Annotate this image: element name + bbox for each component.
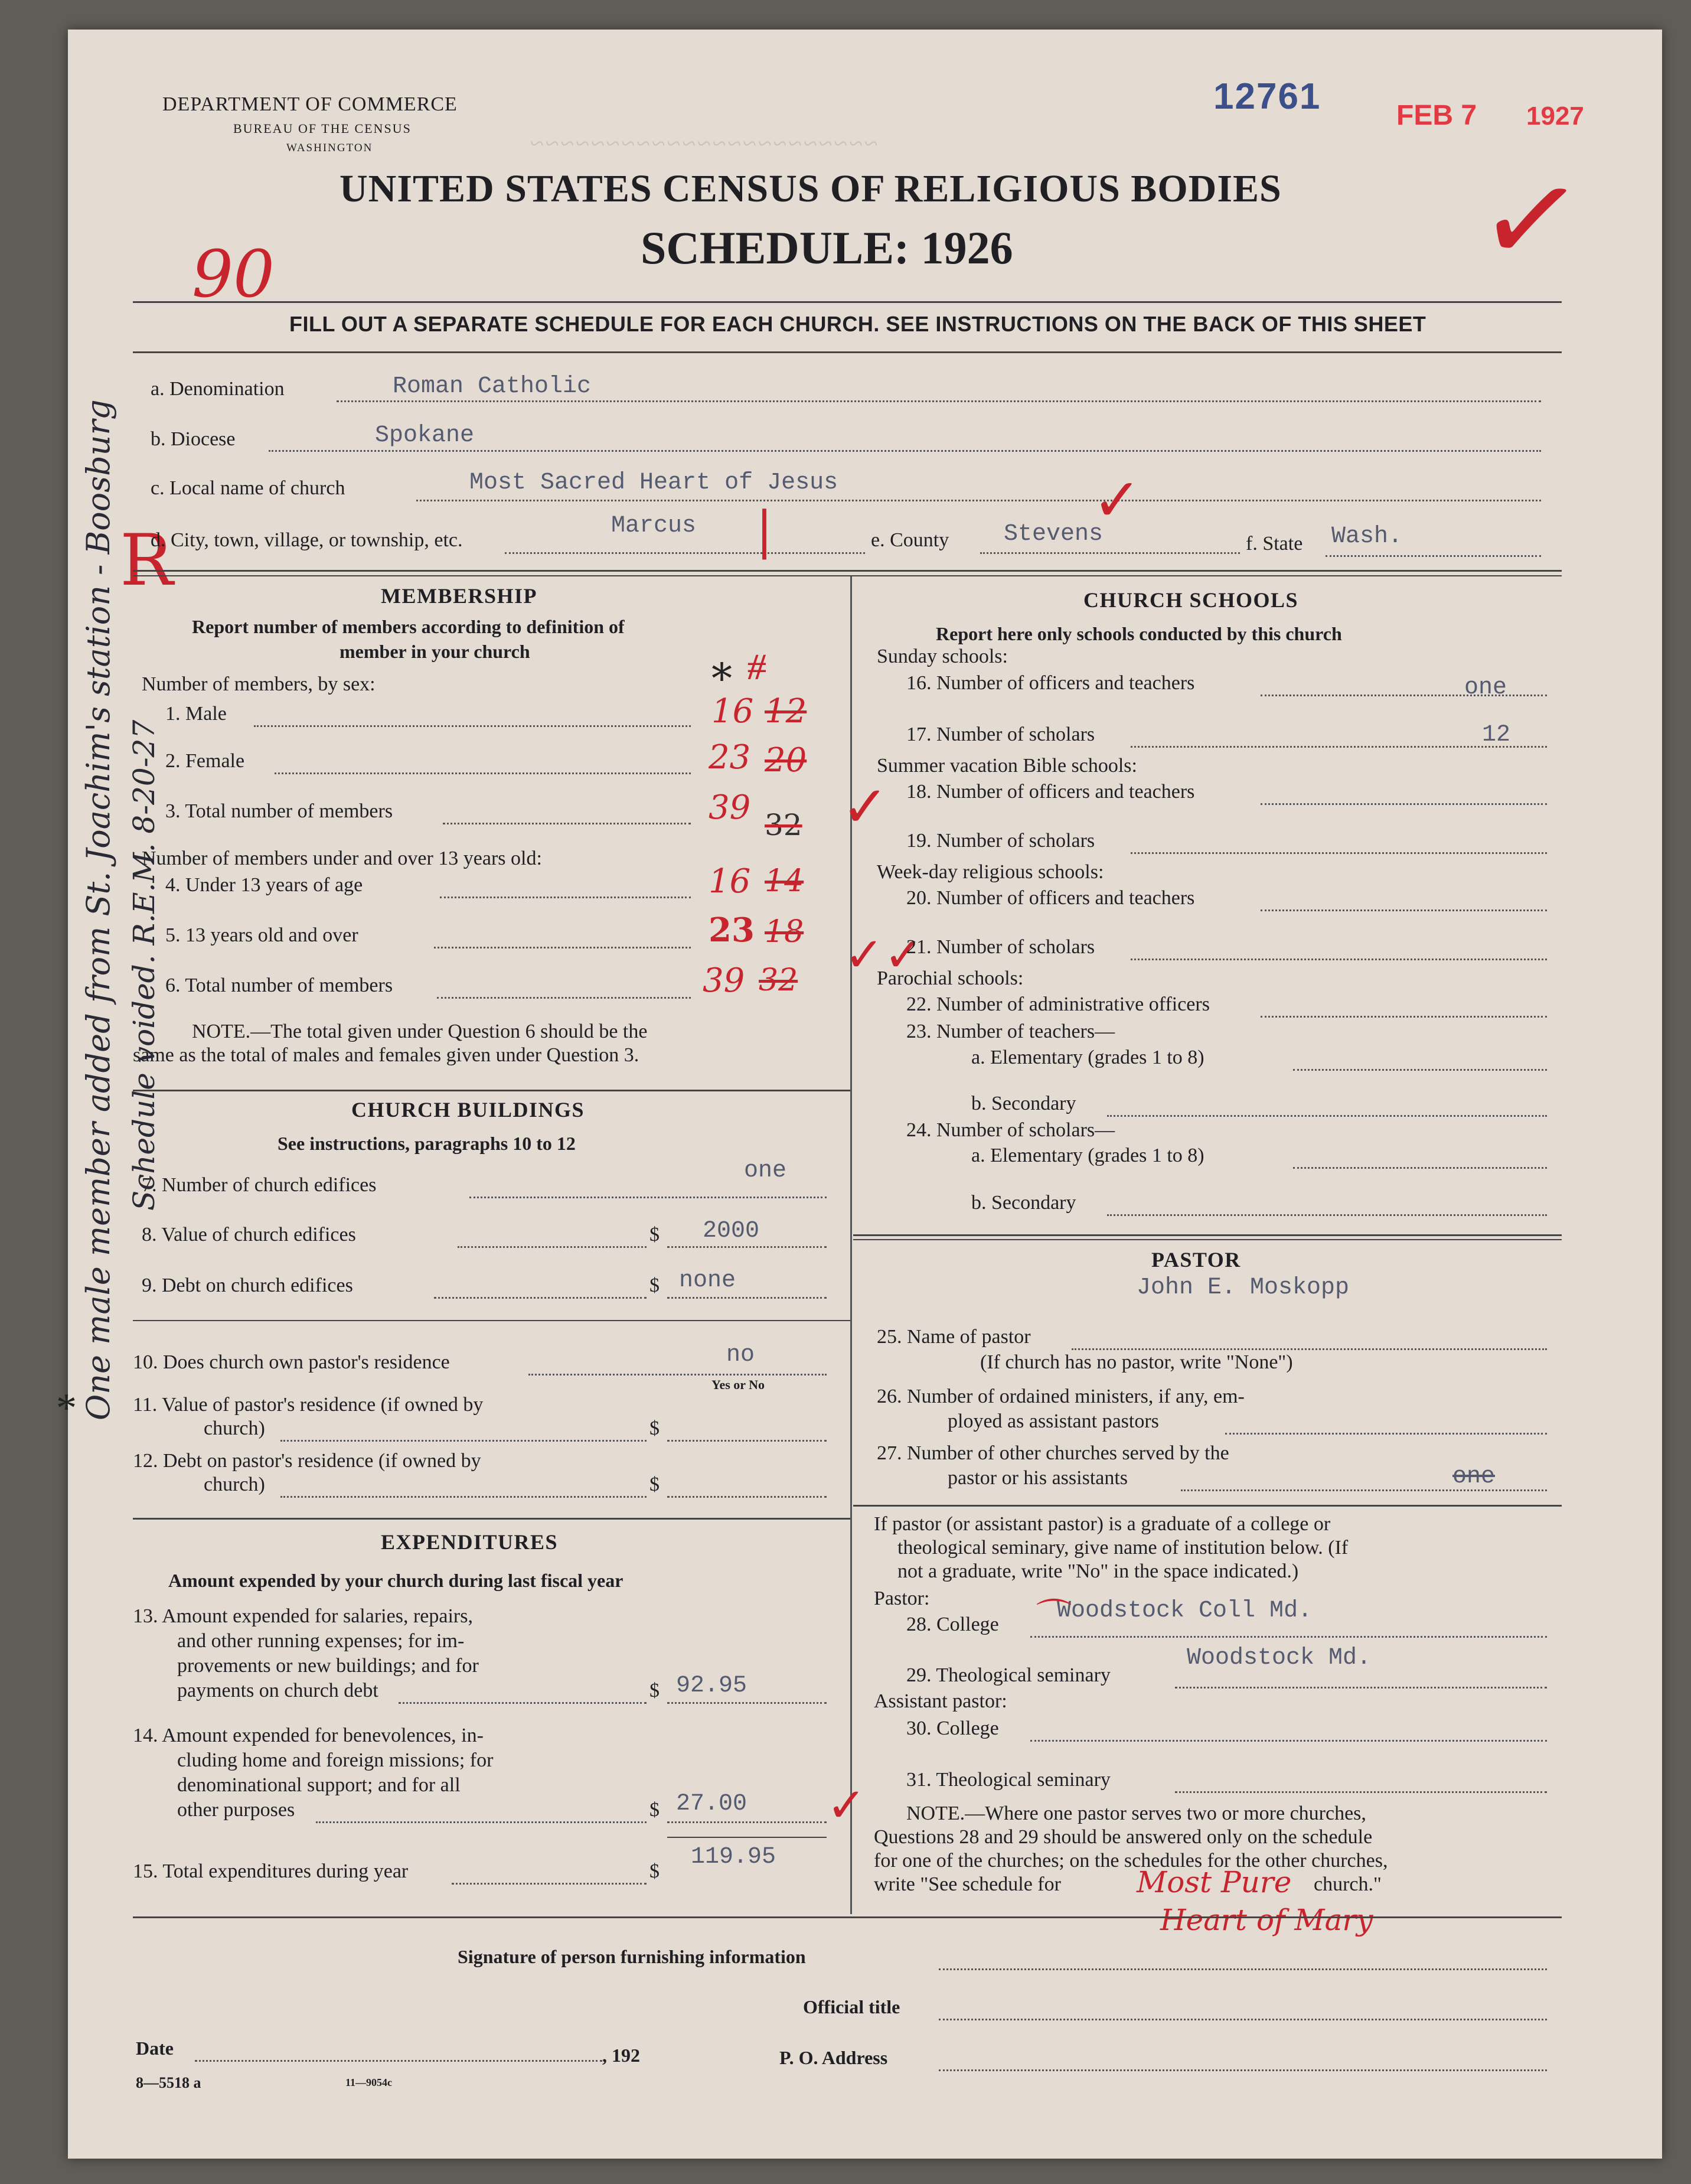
diocese-value[interactable]: Spokane xyxy=(375,422,475,449)
dept-heading: DEPARTMENT OF COMMERCE xyxy=(162,93,458,115)
bureau-heading: BUREAU OF THE CENSUS xyxy=(233,121,412,136)
q12-label-1: 12. Debt on pastor's residence (if owned by xyxy=(133,1450,481,1472)
q13-label-3: provements or new buildings; and for xyxy=(177,1655,479,1677)
members-by-age: Number of members under and over 13 years old: xyxy=(142,847,542,869)
grad-text-3: not a graduate, write "No" in the space indicated.) xyxy=(897,1560,1299,1582)
q18-label: 18. Number of officers and teachers xyxy=(906,781,1195,803)
red-underline-q28: ⌒ xyxy=(1036,1596,1072,1638)
bleed-through: ~~~~~~~~~~~~~~~~~~~~~~~ xyxy=(528,131,878,158)
q23b-line xyxy=(1107,1115,1547,1117)
city-value[interactable]: Marcus xyxy=(611,513,697,539)
q29-value[interactable]: Woodstock Md. xyxy=(1187,1645,1372,1671)
q3-red[interactable]: 39 xyxy=(709,788,751,827)
q7-value[interactable]: one xyxy=(744,1158,787,1184)
margin-asterisk: * xyxy=(56,1386,77,1431)
denomination-line xyxy=(337,400,1541,402)
q9-label: 9. Debt on church edifices xyxy=(142,1274,353,1296)
q14-label-3: denominational support; and for all xyxy=(177,1774,461,1796)
city-heading: WASHINGTON xyxy=(286,142,373,154)
county-label: e. County xyxy=(871,529,949,551)
q31-line xyxy=(1175,1791,1547,1793)
q19-line xyxy=(1131,852,1547,854)
pastor-note-4-end: church." xyxy=(1314,1873,1382,1895)
q21-label: 21. Number of scholars xyxy=(906,936,1095,958)
q27-value[interactable]: one xyxy=(1452,1463,1496,1490)
q11-amount-line xyxy=(667,1440,827,1442)
q11-label-2: church) xyxy=(204,1417,265,1439)
instructions-rule xyxy=(133,351,1562,353)
form-title: UNITED STATES CENSUS OF RELIGIOUS BODIES xyxy=(339,167,1282,210)
expenditures-sub: Amount expended by your church during last fiscal year xyxy=(168,1570,623,1591)
q30-label: 30. College xyxy=(906,1717,999,1739)
membership-note-2: same as the total of males and females given under Question 3. xyxy=(133,1044,639,1066)
red-number: 90 xyxy=(192,236,275,312)
margin-note-second: Schedule voided. R.E.M. 8-20-27 xyxy=(127,719,161,1211)
q9-dollar: $ xyxy=(649,1274,660,1296)
q19-label: 19. Number of scholars xyxy=(906,830,1095,852)
q13-value[interactable]: 92.95 xyxy=(676,1673,747,1699)
q2-typed: 20 xyxy=(765,741,807,780)
membership-rule xyxy=(133,1090,850,1091)
q13-label-1: 13. Amount expended for salaries, repairs, xyxy=(133,1605,473,1627)
q7-line xyxy=(469,1197,827,1198)
county-line xyxy=(980,552,1240,554)
q6-typed: 32 xyxy=(759,963,798,998)
print-number: 11—9054c xyxy=(345,2077,392,2088)
q31-label: 31. Theological seminary xyxy=(906,1769,1111,1791)
q28-label: 28. College xyxy=(906,1613,999,1635)
membership-title: MEMBERSHIP xyxy=(381,584,538,608)
identity-rule-2 xyxy=(133,575,1562,576)
year-stamp: 1927 xyxy=(1526,102,1584,131)
q4-red[interactable]: 16 xyxy=(709,862,751,901)
q25-note: (If church has no pastor, write "None") xyxy=(980,1351,1293,1373)
q23-label: 23. Number of teachers— xyxy=(906,1021,1115,1042)
q8-value[interactable]: 2000 xyxy=(703,1218,760,1244)
note-red-2: Heart of Mary xyxy=(1160,1903,1373,1937)
q6-label: 6. Total number of members xyxy=(165,974,393,996)
q23b-label: b. Secondary xyxy=(971,1093,1076,1114)
q12-dollar: $ xyxy=(649,1474,660,1495)
membership-sub-1: Report number of members according to definition of xyxy=(192,616,625,637)
buildings-rule xyxy=(133,1320,850,1321)
diocese-line xyxy=(269,450,1541,452)
q9-amount-line xyxy=(667,1297,827,1299)
footer-rule xyxy=(133,1916,1562,1918)
identity-rule xyxy=(133,570,1562,572)
date-year: , 192 xyxy=(602,2045,640,2066)
q5-label: 5. 13 years old and over xyxy=(165,924,358,946)
q14-line xyxy=(316,1821,647,1823)
local-name-value[interactable]: Most Sacred Heart of Jesus xyxy=(469,470,838,496)
q24a-line xyxy=(1293,1167,1547,1169)
q16-value[interactable]: one xyxy=(1464,674,1507,701)
total-rule xyxy=(667,1837,827,1838)
q24b-label: b. Secondary xyxy=(971,1192,1076,1214)
members-by-sex: Number of members, by sex: xyxy=(142,673,376,695)
q8-amount-line xyxy=(667,1246,827,1248)
schools-title: CHURCH SCHOOLS xyxy=(1083,588,1299,612)
red-check-county: ✓ xyxy=(1092,465,1142,534)
q4-line xyxy=(440,897,691,898)
red-mark-city: | xyxy=(756,501,773,560)
q11-label-1: 11. Value of pastor's residence (if owned by xyxy=(133,1394,484,1416)
sunday-schools: Sunday schools: xyxy=(877,646,1008,667)
q24-label: 24. Number of scholars— xyxy=(906,1119,1115,1141)
asterisk-mark: * xyxy=(711,654,732,703)
q25-line xyxy=(1072,1348,1547,1350)
q10-value[interactable]: no xyxy=(726,1342,755,1368)
q3-line xyxy=(443,823,691,824)
q3-typed: 32 xyxy=(765,808,802,842)
q8-label: 8. Value of church edifices xyxy=(142,1224,356,1246)
q13-label-4: payments on church debt xyxy=(177,1680,378,1701)
census-form xyxy=(68,30,1662,2159)
q15-dollar: $ xyxy=(649,1860,660,1882)
q7-label: 7. Number of church edifices xyxy=(142,1174,377,1196)
note-red-1: Most Pure xyxy=(1137,1865,1292,1899)
q20-label: 20. Number of officers and teachers xyxy=(906,887,1195,909)
pastor-note-2: Questions 28 and 29 should be answered only on the schedule xyxy=(874,1826,1373,1848)
q13-label-2: and other running expenses; for im- xyxy=(177,1630,465,1652)
local-name-line xyxy=(416,500,1541,501)
buildings-sub: See instructions, paragraphs 10 to 12 xyxy=(278,1133,576,1154)
q4-label: 4. Under 13 years of age xyxy=(165,874,363,896)
state-line xyxy=(1326,555,1541,557)
q12-label-2: church) xyxy=(204,1474,265,1495)
q11-dollar: $ xyxy=(649,1417,660,1439)
schools-rule xyxy=(853,1234,1562,1236)
date-stamp: FEB 7 xyxy=(1396,100,1477,131)
denomination-value[interactable]: Roman Catholic xyxy=(393,373,592,400)
pastor-note-3: for one of the churches; on the schedules for the other churches, xyxy=(874,1850,1388,1872)
q28-line xyxy=(1030,1636,1547,1638)
pastor-note-4: write "See schedule for xyxy=(874,1873,1061,1895)
parochial-schools: Parochial schools: xyxy=(877,967,1024,989)
q24a-label: a. Elementary (grades 1 to 8) xyxy=(971,1145,1204,1166)
pastor-note-1: NOTE.—Where one pastor serves two or more churches, xyxy=(906,1802,1366,1824)
q6-line xyxy=(437,997,691,999)
q28-value[interactable]: Woodstock Coll Md. xyxy=(1057,1598,1313,1624)
buildings-bottom-rule xyxy=(133,1518,850,1520)
red-check-q6: ✓✓ xyxy=(844,927,924,982)
q13-line xyxy=(399,1702,647,1704)
q10-line xyxy=(528,1374,827,1375)
q23a-line xyxy=(1293,1069,1547,1071)
q9-line xyxy=(434,1297,647,1299)
q15-line xyxy=(452,1883,647,1885)
q29-line xyxy=(1175,1687,1547,1688)
schedule-title: SCHEDULE: 1926 xyxy=(641,222,1013,273)
q12-amount-line xyxy=(667,1496,827,1498)
q15-label: 15. Total expenditures during year xyxy=(133,1860,409,1882)
q13-dollar: $ xyxy=(649,1680,660,1701)
q5-line xyxy=(434,947,691,948)
yes-no-hint: Yes or No xyxy=(711,1377,765,1392)
denomination-label: a. Denomination xyxy=(151,378,285,400)
q26-line xyxy=(1225,1433,1547,1435)
header-rule xyxy=(133,301,1562,303)
q3-label: 3. Total number of members xyxy=(165,800,393,822)
q10-label: 10. Does church own pastor's residence xyxy=(133,1351,450,1373)
q8-dollar: $ xyxy=(649,1224,660,1246)
signature-line[interactable] xyxy=(939,1968,1547,1970)
q24b-line xyxy=(1107,1214,1547,1216)
q2-line xyxy=(275,772,691,774)
diocese-label: b. Diocese xyxy=(151,428,236,450)
expenditures-title: EXPENDITURES xyxy=(381,1530,559,1554)
q29-label: 29. Theological seminary xyxy=(906,1664,1111,1686)
q22-label: 22. Number of administrative officers xyxy=(906,993,1210,1015)
po-address-label: P. O. Address xyxy=(779,2047,888,2068)
summer-schools: Summer vacation Bible schools: xyxy=(877,755,1137,777)
membership-sub-2: member in your church xyxy=(339,641,530,662)
q26-label-2: ployed as assistant pastors xyxy=(948,1410,1159,1432)
schools-sub: Report here only schools conducted by this church xyxy=(936,623,1342,644)
q25-value[interactable]: John E. Moskopp xyxy=(1137,1274,1350,1301)
q25-label: 25. Name of pastor xyxy=(877,1326,1031,1348)
margin-note-main: One male member added from St. Joachim's station - Boosburg xyxy=(80,399,117,1420)
q20-line xyxy=(1261,910,1547,911)
local-name-label: c. Local name of church xyxy=(151,477,345,499)
red-strike-top: ⧣ xyxy=(747,644,767,685)
q13-amount-line xyxy=(667,1702,827,1704)
grad-text-2: theological seminary, give name of institution below. (If xyxy=(897,1537,1349,1559)
weekday-schools: Week-day religious schools: xyxy=(877,861,1104,883)
q14-amount-line xyxy=(667,1821,827,1823)
date-line[interactable] xyxy=(195,2060,602,2062)
instructions-line: FILL OUT A SEPARATE SCHEDULE FOR EACH CHURCH. SEE INSTRUCTIONS ON THE BACK OF THIS SHEET xyxy=(289,312,1426,336)
q18-line xyxy=(1261,803,1547,805)
form-number: 8—5518 a xyxy=(136,2074,201,2091)
q16-label: 16. Number of officers and teachers xyxy=(906,672,1195,694)
q14-dollar: $ xyxy=(649,1799,660,1821)
q21-line xyxy=(1131,959,1547,960)
q5-typed: 18 xyxy=(765,914,804,950)
q9-value[interactable]: none xyxy=(679,1267,736,1294)
official-title-label: Official title xyxy=(803,1996,900,2017)
q6-red[interactable]: 39 xyxy=(703,961,745,1000)
q1-red[interactable]: 16 xyxy=(711,692,754,731)
q22-line xyxy=(1261,1016,1547,1018)
q14-label-2: cluding home and foreign missions; for xyxy=(177,1749,494,1771)
q27-label-1: 27. Number of other churches served by the xyxy=(877,1442,1229,1464)
red-check-q14: ✓ xyxy=(827,1778,867,1833)
q11-line xyxy=(280,1440,647,1442)
q27-label-2: pastor or his assistants xyxy=(948,1467,1128,1489)
schools-rule-2 xyxy=(853,1239,1562,1240)
red-check-q3: ✓ xyxy=(841,774,889,840)
assistant-sublabel: Assistant pastor: xyxy=(874,1690,1007,1712)
state-label: f. State xyxy=(1246,533,1303,555)
grad-text-1: If pastor (or assistant pastor) is a graduate of a college or xyxy=(874,1513,1331,1535)
official-title-line[interactable] xyxy=(939,2019,1547,2020)
pastor-rule xyxy=(853,1505,1562,1507)
q26-label-1: 26. Number of ordained ministers, if any, em- xyxy=(877,1386,1245,1407)
q23a-label: a. Elementary (grades 1 to 8) xyxy=(971,1047,1204,1068)
q8-line xyxy=(458,1246,647,1248)
q12-line xyxy=(280,1496,647,1498)
state-value[interactable]: Wash. xyxy=(1331,523,1403,550)
pastor-sublabel: Pastor: xyxy=(874,1588,930,1609)
county-value[interactable]: Stevens xyxy=(1004,521,1104,547)
q15-value[interactable]: 119.95 xyxy=(691,1844,776,1870)
q17-value[interactable]: 12 xyxy=(1482,722,1511,748)
q2-label: 2. Female xyxy=(165,750,245,772)
city-line xyxy=(505,552,865,554)
q1-label: 1. Male xyxy=(165,703,227,725)
date-label: Date xyxy=(136,2038,174,2059)
serial-number: 12761 xyxy=(1213,76,1321,117)
pastor-title: PASTOR xyxy=(1151,1248,1241,1272)
q14-label-4: other purposes xyxy=(177,1799,295,1821)
red-letter-r: R xyxy=(120,520,174,602)
red-check-top: ✓ xyxy=(1469,141,1593,299)
buildings-title: CHURCH BUILDINGS xyxy=(351,1098,585,1122)
q30-line xyxy=(1030,1740,1547,1742)
q17-label: 17. Number of scholars xyxy=(906,723,1095,745)
q1-typed: 12 xyxy=(765,692,807,731)
q5-red[interactable]: 23 xyxy=(709,911,755,950)
signature-label: Signature of person furnishing information xyxy=(458,1946,806,1967)
city-label: d. City, town, village, or township, etc. xyxy=(151,529,463,551)
q14-label-1: 14. Amount expended for benevolences, in- xyxy=(133,1725,484,1746)
q2-red[interactable]: 23 xyxy=(709,738,751,777)
q14-value[interactable]: 27.00 xyxy=(676,1791,747,1817)
q1-line xyxy=(254,725,691,727)
q4-typed: 14 xyxy=(765,863,804,899)
membership-note-1: NOTE.—The total given under Question 6 should be the xyxy=(192,1021,648,1042)
po-address-line[interactable] xyxy=(939,2069,1547,2071)
